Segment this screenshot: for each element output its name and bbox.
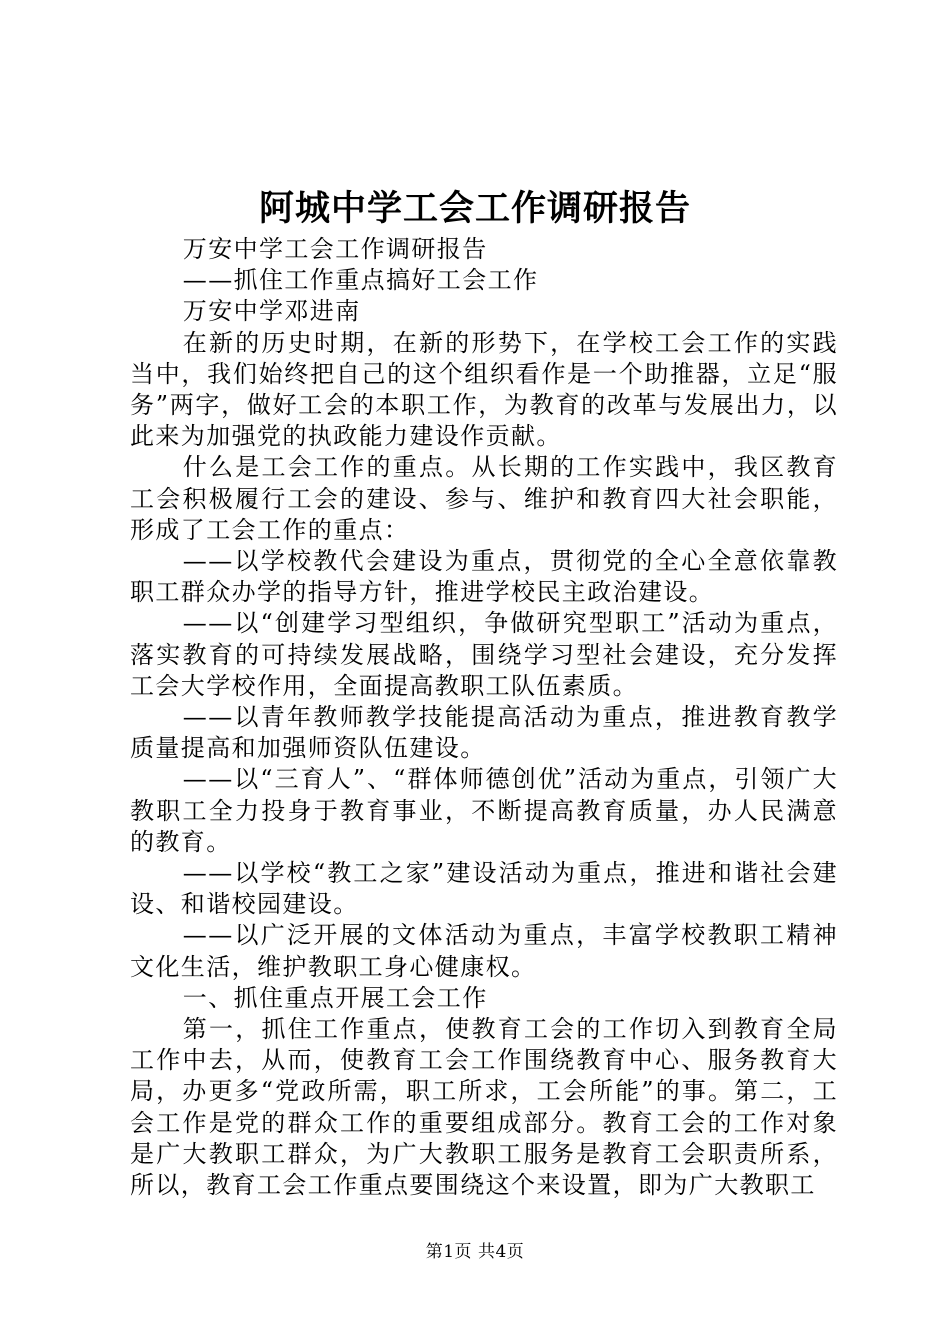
subtitle-school: 万安中学工会工作调研报告 <box>182 235 488 263</box>
paragraph: ——以“创建学习型组织，争做研究型职工”活动为重点，落实教育的可持续发展战略，围绕学习型社会建设，充分发挥工会大学校作用，全面提高教职工队伍素质。 <box>130 609 838 700</box>
subtitle-theme: ——抓住工作重点搞好工会工作 <box>182 266 539 295</box>
document-title: 阿城中学工会工作调研报告 <box>258 188 691 229</box>
paragraph: ——以学校教代会建设为重点，贯彻党的全心全意依靠教职工群众办学的指导方针，推进学校民主政治建设。 <box>130 547 838 607</box>
paragraph: ——以青年教师教学技能提高活动为重点，推进教育教学质量提高和加强师资队伍建设。 <box>130 703 838 763</box>
document-body <box>130 234 838 1201</box>
paragraph: 第一，抓住工作重点，使教育工会的工作切入到教育全局工作中去，从而，使教育工会工作围绕教育中心、服务教育大局，办更多“党政所需，职工所求，工会所能”的事。第二，工会工作是党的群众工作的重要组成部分。教育工会的工作对象是广大教职工群众，为广大教职工服务是教育工会职责所系，所以，教育工会工作重点要围绕这个来设置，即为广大教职工 <box>130 1015 838 1200</box>
paragraph: 在新的历史时期，在新的形势下，在学校工会工作的实践当中，我们始终把自己的这个组织看作是一个助推器，立足“服务”两字，做好工会的本职工作，为教育的改革与发展出力，以此来为加强党的执政能力建设作贡献。 <box>130 328 838 451</box>
paragraph: ——以“三育人”、“群体师德创优”活动为重点，引领广大教职工全力投身于教育事业，不断提高教育质量，办人民满意的教育。 <box>130 765 838 856</box>
page-footer: 第1页 共4页 <box>425 1242 525 1262</box>
author-line: 万安中学邓进南 <box>182 297 361 326</box>
section-heading: 一、抓住重点开展工会工作 <box>182 983 488 1012</box>
paragraph: 什么是工会工作的重点。从长期的工作实践中，我区教育工会积极履行工会的建设、参与、维护和教育四大社会职能，形成了工会工作的重点： <box>130 453 838 544</box>
paragraph: ——以广泛开展的文体活动为重点，丰富学校教职工精神文化生活，维护教职工身心健康权。 <box>130 921 838 981</box>
paragraph: ——以学校“教工之家”建设活动为重点，推进和谐社会建设、和谐校园建设。 <box>130 859 838 919</box>
